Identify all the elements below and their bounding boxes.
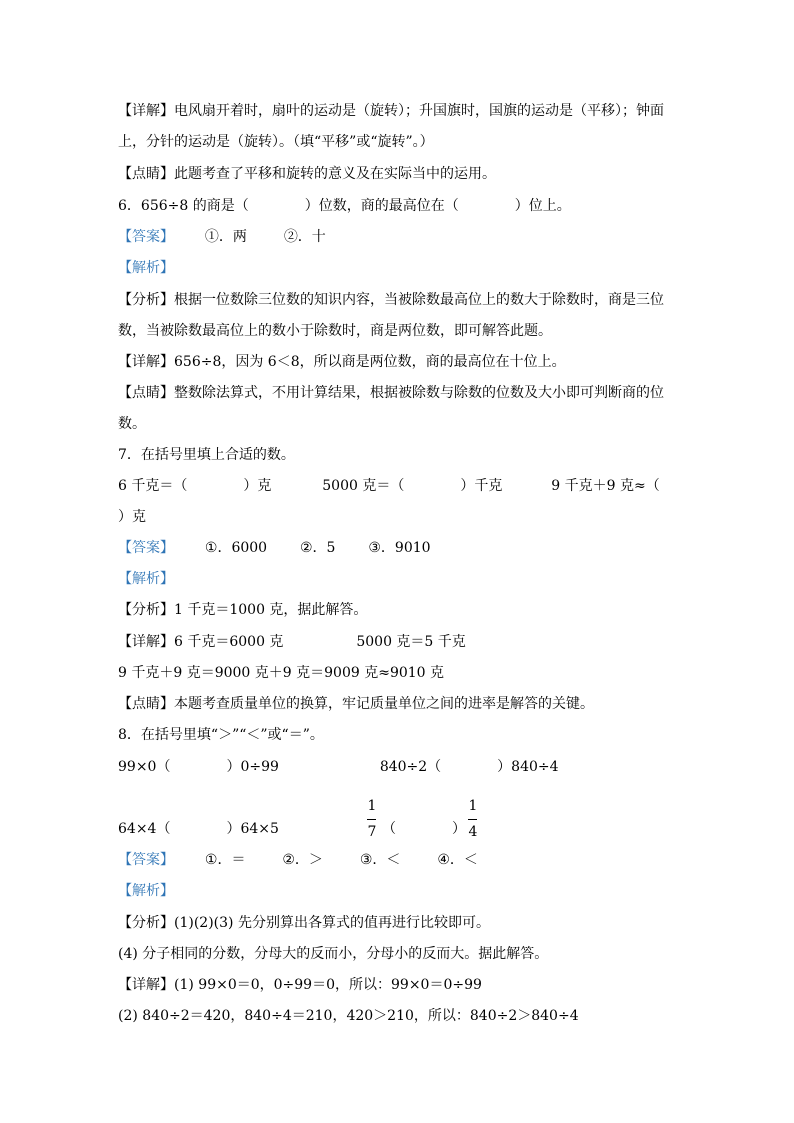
answer-item: ①．两 <box>204 229 247 245</box>
question-7: 7．在括号里填上合适的数。 <box>118 447 295 463</box>
answer-item: ②．5 <box>300 540 336 556</box>
analysis-line: 【分析】(1)(2)(3) 先分别算出各算式的值再进行比较即可。 <box>118 915 490 931</box>
compare-row <box>118 819 279 839</box>
compare-item: 64×4（ ）64×5 <box>118 821 279 837</box>
analysis-line: 数，当被除数最高位上的数小于除数时，商是两位数，即可解答此题。 <box>118 323 552 339</box>
detail-line: 上，分针的运动是（旋转）。（填“平移”或“旋转”。） <box>118 134 434 150</box>
analysis-tag: 【解析】 <box>118 571 174 587</box>
detail-line: 【详解】(1) 99×0＝0，0÷99＝0，所以：99×0＝0÷99 <box>118 977 482 993</box>
analysis-tag: 【解析】 <box>118 260 174 276</box>
analysis-line: 【分析】根据一位数除三位数的知识内容，当被除数最高位上的数大于除数时，商是三位 <box>118 292 664 308</box>
answer-item: ④．＜ <box>437 852 478 868</box>
fill-item: 9 千克＋9 克≈（ <box>551 478 660 494</box>
answer-row <box>118 227 326 247</box>
fill-item: 6 千克＝（ ）克 <box>118 478 272 494</box>
detail-row <box>118 632 466 652</box>
compare-item: 840÷2（ ）840÷4 <box>379 759 559 775</box>
fraction-denominator: 7 <box>367 824 377 840</box>
detail-line: 【详解】656÷8，因为 6＜8，所以商是两位数，商的最高位在十位上。 <box>118 354 566 370</box>
answer-tag: 【答案】 <box>118 229 174 245</box>
fraction-numerator: 1 <box>468 798 478 814</box>
analysis-line: 【分析】1 千克＝1000 克，据此解答。 <box>118 602 368 618</box>
fraction-one-seventh <box>364 797 380 843</box>
fraction-denominator: 4 <box>468 824 478 840</box>
compare-row <box>118 757 559 777</box>
fraction-bar <box>367 819 376 820</box>
answer-item: ①．6000 <box>204 540 268 556</box>
answer-item: ②．＞ <box>282 852 323 868</box>
answer-item: ③．9010 <box>368 540 431 556</box>
question-7-items <box>118 476 660 496</box>
detail-line: 【详解】电风扇开着时，扇叶的运动是（旋转）；升国旗时，国旗的运动是（平移）；钟面 <box>118 103 664 119</box>
compare-blank: （ ） <box>382 821 466 837</box>
answer-tag: 【答案】 <box>118 852 174 868</box>
detail-line: 9 千克＋9 克＝9000 克＋9 克＝9009 克≈9010 克 <box>118 665 445 681</box>
analysis-line: (4) 分子相同的分数，分母大的反而小，分母小的反而大。据此解答。 <box>118 946 549 962</box>
key-point-line: 数。 <box>118 416 146 432</box>
fraction-bar <box>468 819 477 820</box>
question-8: 8．在括号里填“＞”“＜”或“＝”。 <box>118 727 324 743</box>
answer-item: ②．十 <box>283 229 326 245</box>
analysis-tag: 【解析】 <box>118 883 174 899</box>
answer-row <box>118 538 431 558</box>
detail-item: 【详解】6 千克＝6000 克 <box>118 634 284 650</box>
answer-item: ③．＜ <box>359 852 401 868</box>
key-point-line: 【点睛】本题考查质量单位的换算，牢记质量单位之间的进率是解答的关键。 <box>118 696 594 712</box>
answer-tag: 【答案】 <box>118 540 174 556</box>
fraction-numerator: 1 <box>367 798 377 814</box>
key-point-line: 【点睛】整数除法算式，不用计算结果，根据被除数与除数的位数及大小即可判断商的位 <box>118 385 664 401</box>
fraction-one-fourth <box>465 797 481 843</box>
key-point-line: 【点睛】此题考查了平移和旋转的意义及在实际当中的运用。 <box>118 166 496 182</box>
detail-line: (2) 840÷2＝420，840÷4＝210，420＞210，所以：840÷2＞840÷4 <box>118 1008 579 1024</box>
answer-row <box>118 850 478 870</box>
question-7-continuation: ）克 <box>118 509 146 525</box>
answer-item: ①．＝ <box>204 852 246 868</box>
fill-item: 5000 克＝（ ）千克 <box>322 478 503 494</box>
question-6: 6．656÷8 的商是（ ）位数，商的最高位在（ ）位上。 <box>118 198 571 214</box>
compare-item: 99×0（ ）0÷99 <box>118 759 279 775</box>
detail-item: 5000 克＝5 千克 <box>356 634 466 650</box>
